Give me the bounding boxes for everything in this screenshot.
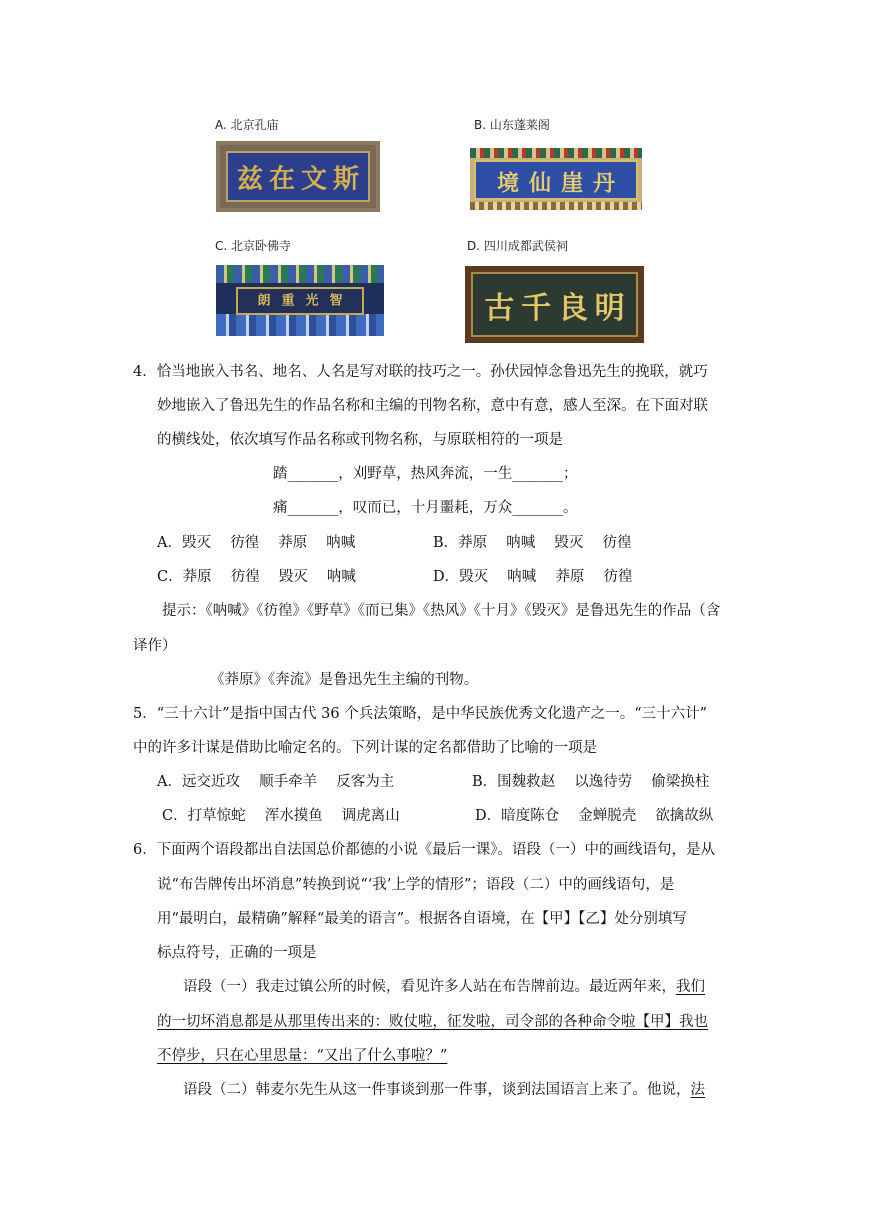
plaque-d-char: 明 xyxy=(594,290,625,326)
q6-passage1-underlined: 的一切坏消息都是从那里传出来的：败仗啦，征发啦，司令部的各种命令啦【甲】我也 xyxy=(157,1014,708,1030)
q5-option-b: B．围魏救赵 以逸待劳 偷梁换柱 xyxy=(472,774,710,790)
q4-hint-line1: 提示：《呐喊》《彷徨》《野草》《而已集》《热风》《十月》《毁灭》是鲁迅先生的作品（含 xyxy=(162,603,721,619)
plaque-c-char: 朗 xyxy=(257,293,271,309)
q4-line1: 4．恰当地嵌入书名、地名、人名是写对联的技巧之一。孙伏园悼念鲁迅先生的挽联，就巧 xyxy=(133,364,708,380)
plaque-c-char: 重 xyxy=(281,293,295,309)
q4-line2: 妙地嵌入了鲁迅先生的作品名称和主编的刊物名称，意中有意，感人至深。在下面对联 xyxy=(157,398,708,414)
q6-passage2-text: 语段（二）韩麦尔先生从这一件事谈到那一件事，谈到法国语言上来了。他说， xyxy=(183,1082,691,1098)
q4-option-b: B．莽原 呐喊 毁灭 彷徨 xyxy=(433,535,632,551)
plaque-d-char: 良 xyxy=(557,290,588,326)
q5-option-a: A．远交近攻 顺手牵羊 反客为主 xyxy=(157,774,395,790)
q4-couplet-line2: 痛_______，叹而已，十月噩耗，万众_______。 xyxy=(273,500,578,516)
q6-line2: 说“布告牌传出坏消息”转换到说“‘我’上学的情形”；语段（二）中的画线语句，是 xyxy=(157,877,675,893)
caption-a: A. 北京孔庙 xyxy=(215,118,279,132)
q6-line3: 用“最明白，最精确”解释“最美的语言”。根据各自语境，在【甲】【乙】处分别填写 xyxy=(157,911,687,927)
q5-option-d: D．暗度陈仓 金蝉脱壳 欲擒故纵 xyxy=(475,808,714,824)
q6-passage1-underlined-start: 我们 xyxy=(676,979,705,995)
q6-line1: 6．下面两个语段都出自法国总价都德的小说《最后一课》。语段（一）中的画线语句，是从 xyxy=(133,842,715,858)
q6-passage1-line3 xyxy=(157,1046,447,1066)
q4-option-a: A．毁灭 彷徨 莽原 呐喊 xyxy=(157,535,356,551)
plaque-image-d xyxy=(465,266,644,343)
plaque-d-char: 千 xyxy=(521,290,552,326)
q5-option-c: C．打草惊蛇 浑水摸鱼 调虎离山 xyxy=(162,808,400,824)
q4-couplet-line1: 踏_______，刈野草，热风奔流，一生_______； xyxy=(273,466,578,482)
caption-b: B. 山东蓬莱阁 xyxy=(474,118,550,132)
q6-line4: 标点符号，正确的一项是 xyxy=(157,945,317,961)
plaque-image-a xyxy=(216,141,380,212)
plaque-a-char: 在 xyxy=(268,164,295,194)
q4-option-d: D．毁灭 呐喊 莽原 彷徨 xyxy=(433,569,633,585)
q4-line3: 的横线处，依次填写作品名称或刊物名称，与原联相符的一项是 xyxy=(157,432,563,448)
plaque-c-char: 光 xyxy=(305,293,319,309)
caption-d: D. 四川成都武侯祠 xyxy=(467,239,568,253)
q5-line1: 5．“三十六计”是指中国古代 36 个兵法策略，是中华民族优秀文化遗产之一。“三十六计” xyxy=(133,706,708,722)
plaque-image-c xyxy=(216,265,384,336)
q5-line2: 中的许多计谋是借助比喻定名的。下列计谋的定名都借助了比喻的一项是 xyxy=(133,740,597,756)
q4-hint-line2: 译作） xyxy=(133,638,177,654)
q6-passage2-line1 xyxy=(183,1080,705,1100)
plaque-a-char: 斯 xyxy=(332,164,359,194)
q6-passage1-line2 xyxy=(157,1012,708,1032)
plaque-b-char: 崖 xyxy=(560,170,583,197)
q6-passage1-text: 语段（一）我走过镇公所的时候，看见许多人站在布告牌前边。最近两年来， xyxy=(183,979,676,995)
plaque-a-char: 兹 xyxy=(236,164,263,194)
q4-hint-line3: 《莽原》《奔流》是鲁迅先生主编的刊物。 xyxy=(210,672,479,688)
q4-option-c: C．莽原 彷徨 毁灭 呐喊 xyxy=(157,569,356,585)
plaque-b-char: 境 xyxy=(496,170,519,197)
plaque-a-char: 文 xyxy=(300,164,327,194)
q6-passage2-underlined: 法 xyxy=(690,1082,705,1098)
plaque-image-b xyxy=(470,148,642,210)
q6-passage1-underlined-end: 不停步，只在心里思量：“又出了什么事啦？” xyxy=(157,1048,448,1064)
plaque-b-char: 丹 xyxy=(592,170,615,197)
caption-c: C. 北京卧佛寺 xyxy=(215,239,292,253)
plaque-d-char: 古 xyxy=(484,290,515,326)
plaque-b-char: 仙 xyxy=(528,170,551,197)
plaque-c-char: 智 xyxy=(329,293,343,309)
q6-passage1-line1 xyxy=(183,977,705,997)
